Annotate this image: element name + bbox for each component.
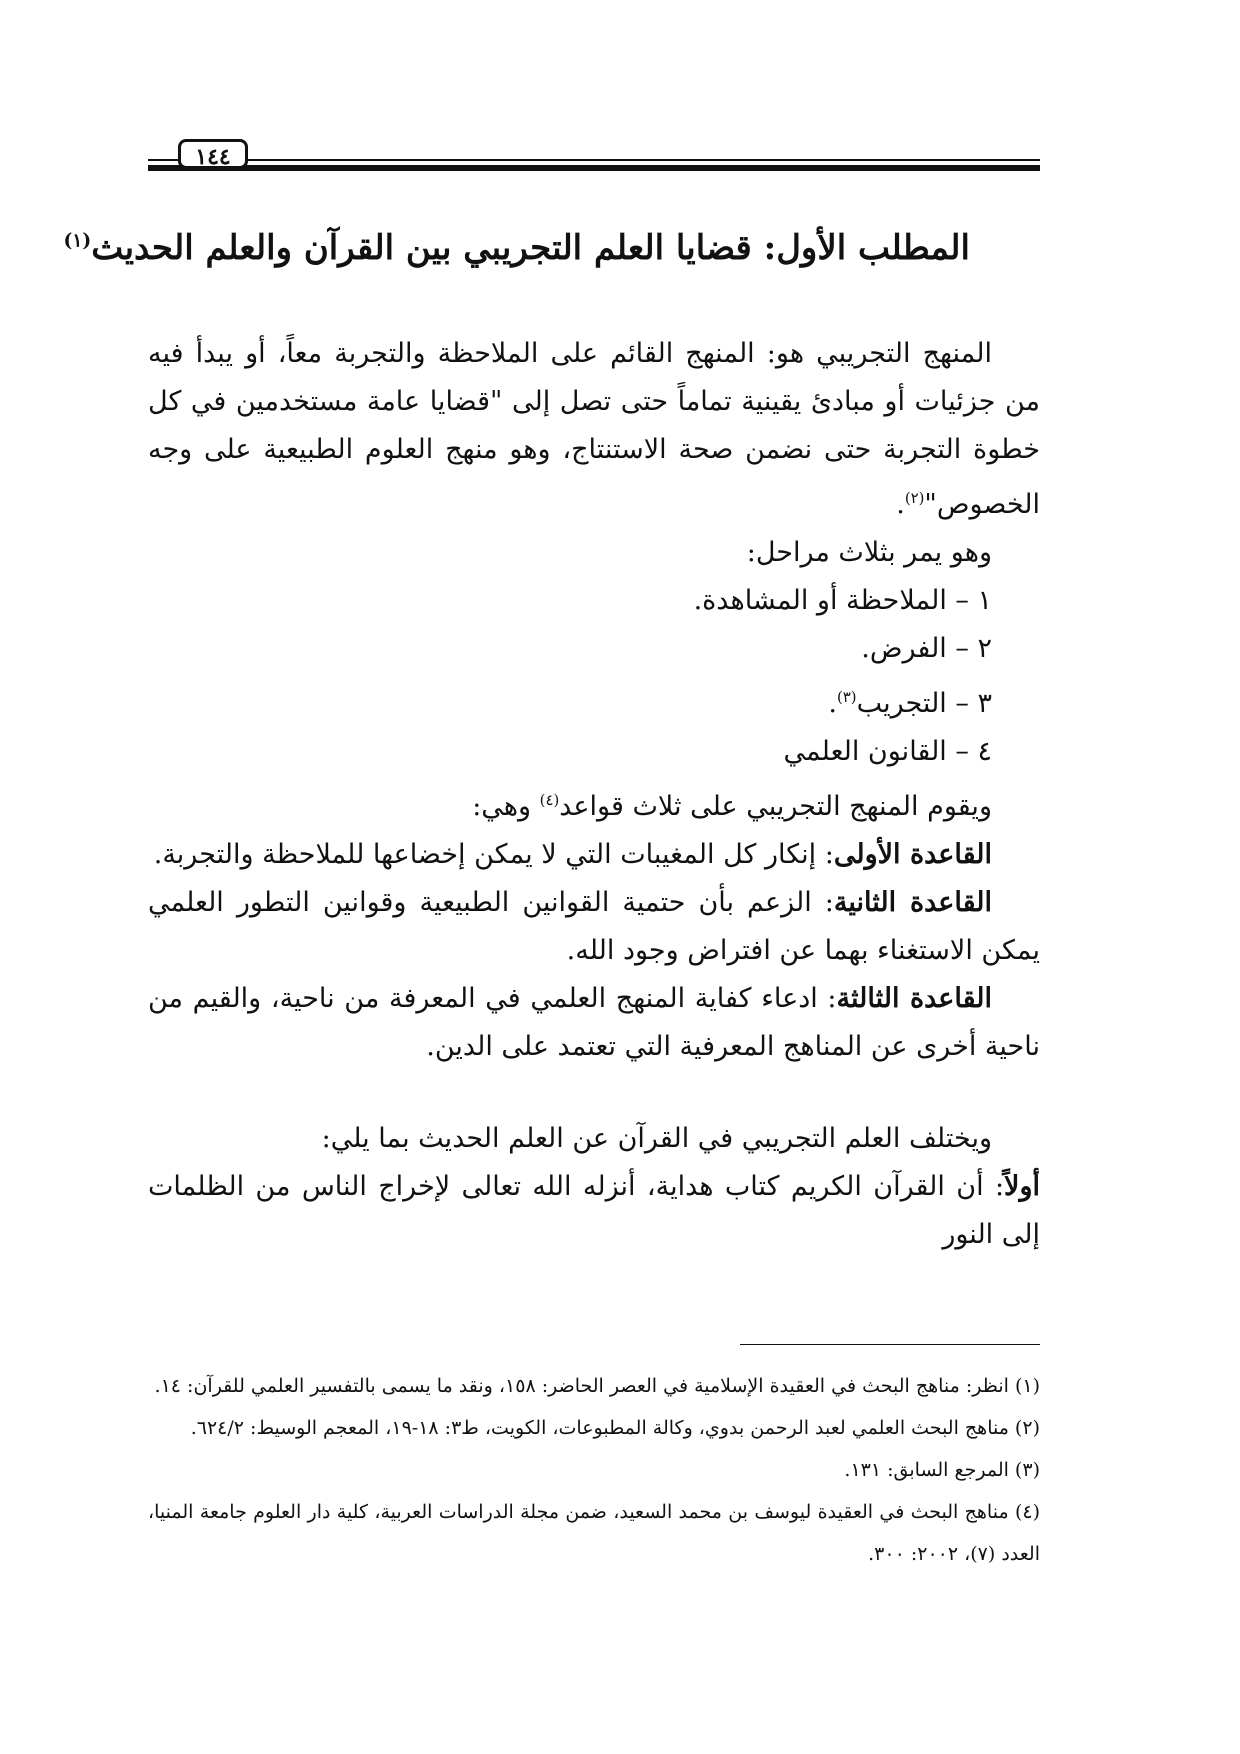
- footnote-ref-4: (٤): [539, 791, 560, 809]
- rule-2-label: القاعدة الثانية: [833, 887, 992, 918]
- rules-intro: [148, 776, 1040, 831]
- rule-3: [148, 975, 1040, 1071]
- point-first-text: : أن القرآن الكريم كتاب هداية، أنزله الله تعالى لإخراج الناس من الظلمات إلى النور: [148, 1171, 1040, 1250]
- stage-3-text: ٣ – التجريب: [856, 688, 992, 719]
- footnote-separator: [740, 1344, 1040, 1345]
- paragraph-gap: [148, 1071, 1040, 1115]
- stage-4: ٤ – القانون العلمي: [783, 736, 992, 767]
- rule-2: [148, 879, 1040, 975]
- footnote-3: (٣) المرجع السابق: ١٣١.: [844, 1459, 1040, 1481]
- footnote-ref-2: (٢): [904, 489, 925, 507]
- footnote-4: (٤) مناهج البحث في العقيدة ليوسف بن محمد السعيد، ضمن مجلة الدراسات العربية، كلية دار العلوم جامعة المنيا، العدد (٧)، ٢٠٠٢: ٣٠٠.: [148, 1501, 1040, 1565]
- rule-3-label: القاعدة الثالثة: [836, 983, 992, 1014]
- page-number: ١٤٤: [178, 139, 248, 169]
- rule-1-text: : إنكار كل المغيبات التي لا يمكن إخضاعها للملاحظة والتجربة.: [153, 839, 834, 870]
- footnotes: [148, 1365, 1040, 1575]
- stage-2: ٢ – الفرض.: [861, 633, 992, 664]
- footnote-ref-1: (١): [63, 229, 92, 252]
- stages-intro: وهو يمر بثلاث مراحل:: [746, 537, 992, 568]
- paragraph-intro: [148, 330, 1040, 529]
- footnote-2: (٢) مناهج البحث العلمي لعبد الرحمن بدوي، وكالة المطبوعات، الكويت، ط٣: ١٨-١٩، المعجم الوسيط: ٦٢٤/٢.: [190, 1417, 1040, 1439]
- point-first: [148, 1163, 1040, 1259]
- rule-3-text: : ادعاء كفاية المنهج العلمي في المعرفة من ناحية، والقيم من ناحية أخرى عن المناهج المعرفية التي تعتمد على الدين.: [148, 983, 1040, 1062]
- intro-end: .: [896, 489, 905, 520]
- header-rule-thin: [148, 159, 1040, 161]
- difference-intro: ويختلف العلم التجريبي في القرآن عن العلم الحديث بما يلي:: [321, 1123, 992, 1154]
- stage-1: ١ – الملاحظة أو المشاهدة.: [693, 585, 992, 616]
- footnote-1: (١) انظر: مناهج البحث في العقيدة الإسلامية في العصر الحاضر: ١٥٨، ونقد ما يسمى بالتفسير العلمي للقرآن: ١٤.: [154, 1375, 1040, 1397]
- rule-1: [148, 831, 1040, 879]
- header-rule-thick: [148, 165, 1040, 171]
- footnote-ref-3: (٣): [837, 688, 857, 706]
- rules-intro-end: وهي:: [472, 791, 540, 822]
- point-first-label: أولاً: [1004, 1171, 1040, 1202]
- stage-3-end: .: [828, 688, 837, 719]
- body-text: [148, 330, 1040, 1259]
- rule-1-label: القاعدة الأولى: [833, 839, 992, 870]
- intro-text: المنهج التجريبي هو: المنهج القائم على الملاحظة والتجربة معاً، أو يبدأ فيه من جزئيات أو مبادئ يقينية تماماً حتى تصل إلى "قضايا عامة مستخدمين في كل خطوة التجربة حتى نضمن صحة الاستنتاج، وهو منهج العلوم الطبيعية على وجه الخصوص": [148, 338, 1040, 520]
- rule-2-text: : الزعم بأن حتمية القوانين الطبيعية وقوانين التطور العلمي يمكن الاستغناء بهما عن افتراض وجود الله.: [148, 887, 1040, 966]
- stage-3: [148, 673, 1040, 728]
- rules-intro-text: ويقوم المنهج التجريبي على ثلاث قواعد: [559, 791, 992, 822]
- section-title-text: المطلب الأول: قضايا العلم التجريبي بين القرآن والعلم الحديث: [91, 228, 970, 268]
- section-title: [63, 228, 970, 268]
